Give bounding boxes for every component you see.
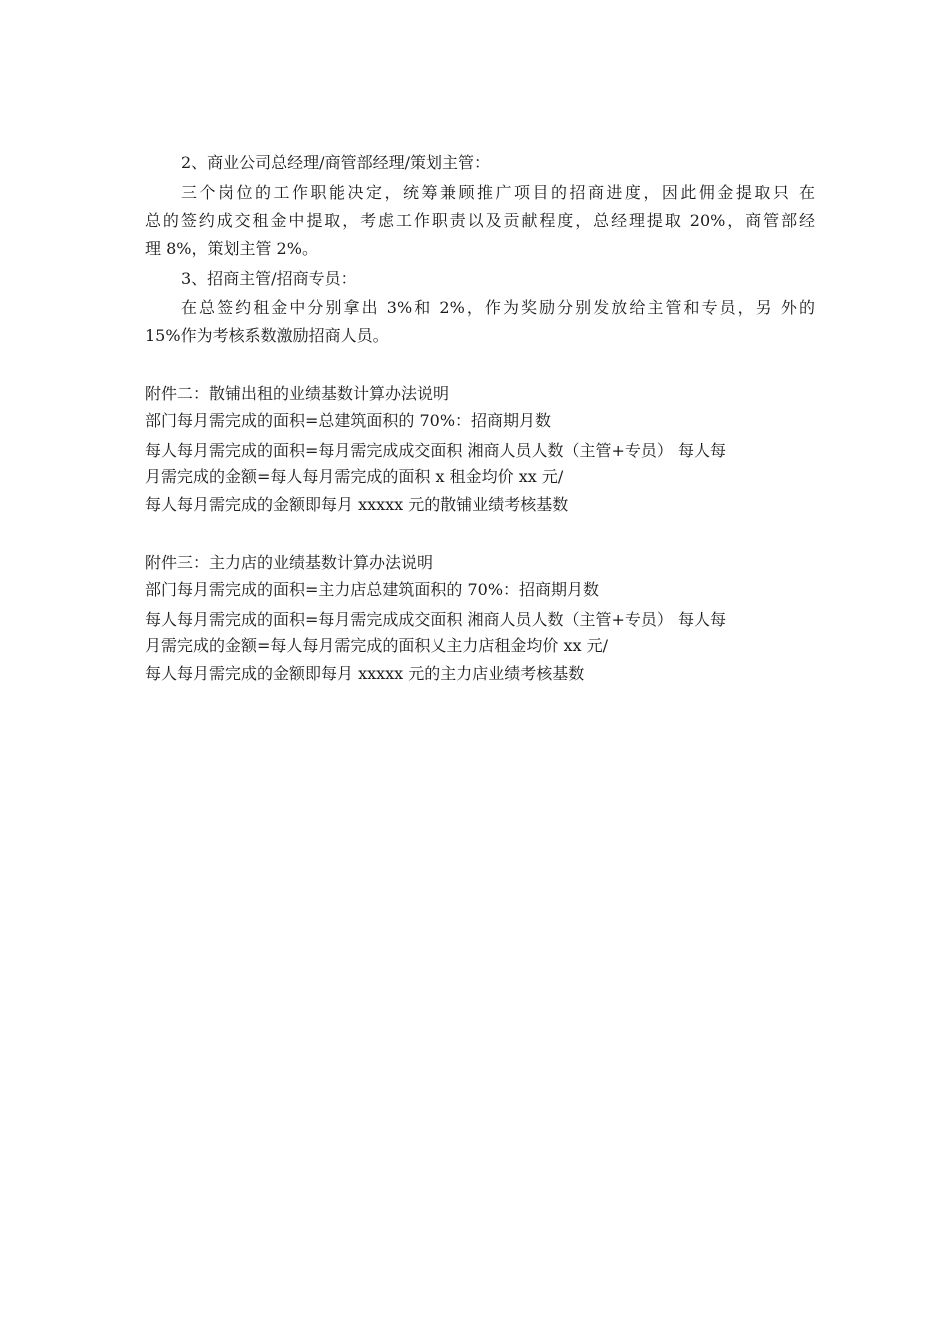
appendix-2-line: 部门每月需完成的面积=总建筑面积的 70%：招商期月数 (145, 411, 552, 430)
section-3-paragraph-line: 在总签约租金中分别拿出 3%和 2%，作为奖励分别发放给主管和专员，另 外的 (181, 298, 815, 317)
appendix-3-title: 附件三：主力店的业绩基数计算办法说明 (145, 553, 434, 572)
appendix-2-title: 附件二：散铺出租的业绩基数计算办法说明 (145, 384, 450, 403)
appendix-2-line: 每人每月需完成的面积=每月需完成成交面积 湘商人员人数（主管+专员） 每人每 (145, 441, 726, 460)
section-3-paragraph-line: 15%作为考核系数激励招商人员。 (145, 326, 389, 345)
appendix-2-line: 月需完成的金额=每人每月需完成的面积 x 租金均价 xx 元/ (145, 467, 564, 486)
appendix-3-line: 每人每月需完成的面积=每月需完成成交面积 湘商人员人数（主管+专员） 每人每 (145, 610, 726, 629)
appendix-3-line: 每人每月需完成的金额即每月 xxxxx 元的主力店业绩考核基数 (145, 664, 585, 683)
appendix-2-line: 每人每月需完成的金额即每月 xxxxx 元的散铺业绩考核基数 (145, 495, 569, 514)
appendix-3-line: 月需完成的金额=每人每月需完成的面积乂主力店租金均价 xx 元/ (145, 636, 609, 655)
appendix-3-line: 部门每月需完成的面积=主力店总建筑面积的 70%：招商期月数 (145, 580, 600, 599)
section-2-paragraph-line: 总的签约成交租金中提取，考虑工作职责以及贡献程度，总经理提取 20%，商管部经 (145, 211, 815, 230)
section-3-heading: 3、招商主管/招商专员： (181, 269, 357, 288)
section-2-paragraph-line: 理 8%，策划主管 2%。 (145, 239, 318, 258)
section-2-heading: 2、商业公司总经理/商管部经理/策划主管： (181, 153, 490, 172)
section-2-paragraph-line: 三个岗位的工作职能决定，统筹兼顾推广项目的招商进度，因此佣金提取只 在 (181, 183, 815, 202)
